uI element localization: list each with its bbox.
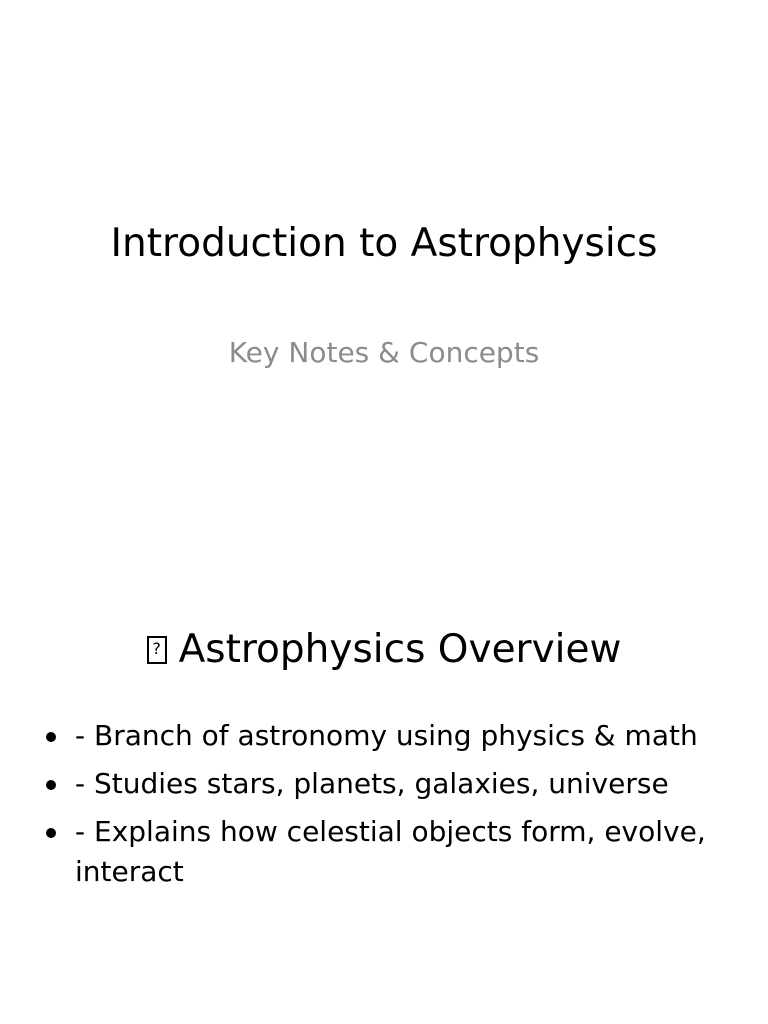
bullet-list [40,716,730,900]
bullet-text: - Branch of astronomy using physics & math [75,719,698,752]
slide-heading-text: Astrophysics Overview [178,627,622,672]
slide-subtitle: Key Notes & Concepts [228,336,540,369]
bullet-dot-icon [46,732,56,742]
bullet-item [40,764,730,804]
bullet-item [40,812,730,892]
missing-glyph-icon [147,636,167,664]
overview-slide [0,512,768,1024]
slide-heading [0,624,768,676]
slide-title: Introduction to Astrophysics [110,221,658,266]
bullet-dot-icon [46,828,56,838]
bullet-dot-icon [46,780,56,790]
bullet-text: - Explains how celestial objects form, evolve, interact [75,815,706,888]
bullet-text: - Studies stars, planets, galaxies, universe [75,767,669,800]
bullet-item [40,716,730,756]
